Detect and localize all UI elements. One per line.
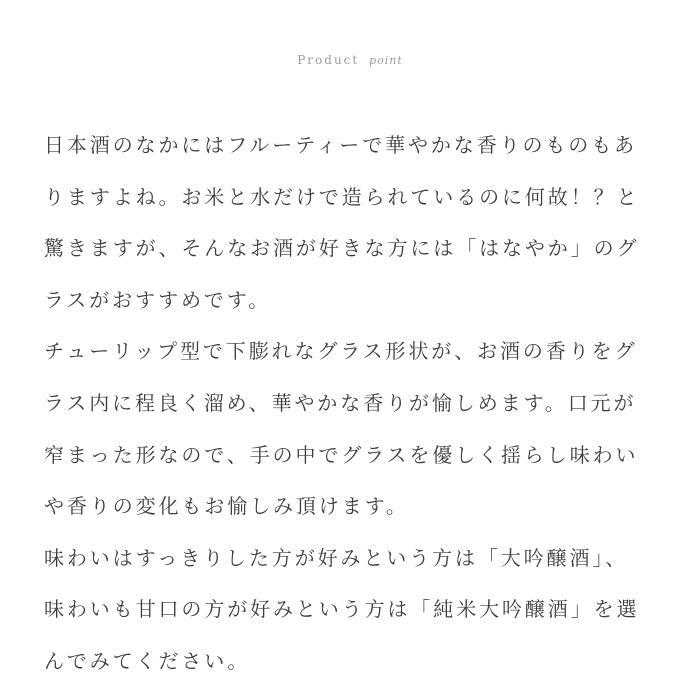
header-label-script: point [369, 54, 403, 67]
text-line: ラスがおすすめです。 [44, 287, 271, 312]
text-line: 窄まった形なので、手の中でグラスを優しく揺らし味わい [44, 442, 639, 467]
text-line: 味わいはすっきりした方が好みという方は「大吟醸酒」、 [44, 545, 629, 570]
text-line: りますよね。お米と水だけで造られているのに何故！？と [44, 184, 640, 209]
text-line: 驚きますが、そんなお酒が好きな方には「はなやか」のグ [44, 236, 640, 261]
text-line: んでみてください。 [44, 648, 251, 673]
body-text [44, 126, 664, 694]
text-line: や香りの変化もお愉しみ頂けます。 [44, 494, 409, 519]
text-line: 日本酒のなかにはフルーティーで華やかな香りのものもあ [44, 133, 637, 157]
section-header [0, 53, 700, 67]
text-line: 味わいも甘口の方が好みという方は「純米大吟醸酒」を選 [44, 597, 640, 622]
header-label: Product [297, 53, 360, 67]
text-line: チューリップ型で下膨れなグラス形状が、お酒の香りをグ [44, 339, 638, 364]
text-line: ラス内に程良く溜め、華やかな香りが愉しめます。口元が [44, 390, 637, 415]
